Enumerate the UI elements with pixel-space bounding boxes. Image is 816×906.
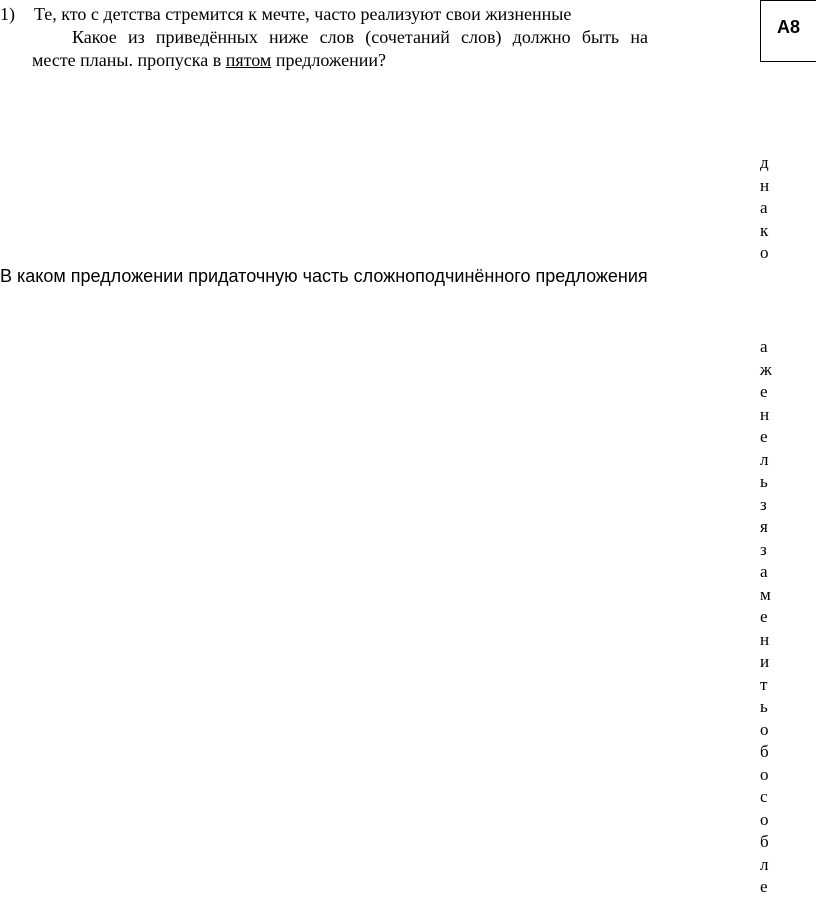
- prompt-word: (сочетаний: [365, 27, 450, 47]
- question-number: 1): [0, 4, 15, 24]
- vertical-letter: б: [760, 742, 769, 761]
- question-2-text: В каком предложении придаточную часть сложноподчинённого предложения: [0, 266, 648, 286]
- vertical-letter: о: [760, 243, 769, 262]
- task-code: А8: [776, 17, 800, 37]
- vertical-letter: о: [760, 719, 769, 739]
- vertical-letters-bottom: [760, 336, 774, 899]
- prompt-word: из: [127, 27, 145, 47]
- vertical-letter: е: [760, 382, 768, 401]
- vertical-letter: ж: [760, 359, 772, 379]
- vertical-letter: к: [760, 220, 769, 240]
- prompt-word: ниже: [269, 27, 309, 47]
- prompt-underlined-word: пятом: [225, 50, 272, 70]
- vertical-letter: я: [760, 517, 768, 536]
- vertical-letter: б: [760, 832, 769, 851]
- vertical-letter: с: [760, 787, 768, 806]
- prompt-text-after: предложении?: [271, 50, 386, 70]
- vertical-letter: з: [760, 539, 767, 559]
- vertical-letter: е: [760, 877, 768, 896]
- question-1-line: [0, 4, 571, 25]
- task-code-box: [760, 0, 816, 62]
- vertical-letter: е: [760, 607, 768, 626]
- prompt-text-before: месте планы. пропуска в: [32, 50, 226, 70]
- vertical-letter: л: [760, 854, 769, 874]
- vertical-letter: м: [760, 584, 771, 604]
- prompt-word: приведённых: [155, 27, 258, 47]
- prompt-word: слов): [461, 27, 502, 47]
- question-prompt-line-2: [32, 50, 386, 71]
- vertical-letter: ь: [760, 697, 768, 716]
- question-sentence: Те, кто с детства стремится к мечте, часто реализуют свои жизненные: [34, 4, 572, 24]
- vertical-letter: т: [760, 674, 768, 694]
- vertical-letter: а: [760, 198, 768, 217]
- vertical-letter: е: [760, 427, 768, 446]
- vertical-letter: д: [760, 153, 769, 172]
- vertical-letter: а: [760, 337, 768, 356]
- prompt-word: должно: [512, 27, 571, 47]
- vertical-letter: н: [760, 404, 770, 424]
- prompt-word: быть: [581, 27, 620, 47]
- vertical-letter: л: [760, 449, 769, 469]
- prompt-word: на: [630, 27, 648, 47]
- prompt-word: Какое: [72, 27, 117, 47]
- question-prompt-line-1: [32, 27, 648, 48]
- vertical-letter: а: [760, 562, 768, 581]
- vertical-letter: н: [760, 629, 770, 649]
- vertical-letter: н: [760, 175, 770, 195]
- vertical-letter: з: [760, 494, 767, 514]
- prompt-word: слов: [319, 27, 355, 47]
- vertical-letter: ь: [760, 472, 768, 491]
- vertical-letter: и: [760, 652, 770, 671]
- vertical-letter: о: [760, 809, 769, 829]
- vertical-letters-top: [760, 152, 774, 265]
- vertical-letter: о: [760, 764, 769, 784]
